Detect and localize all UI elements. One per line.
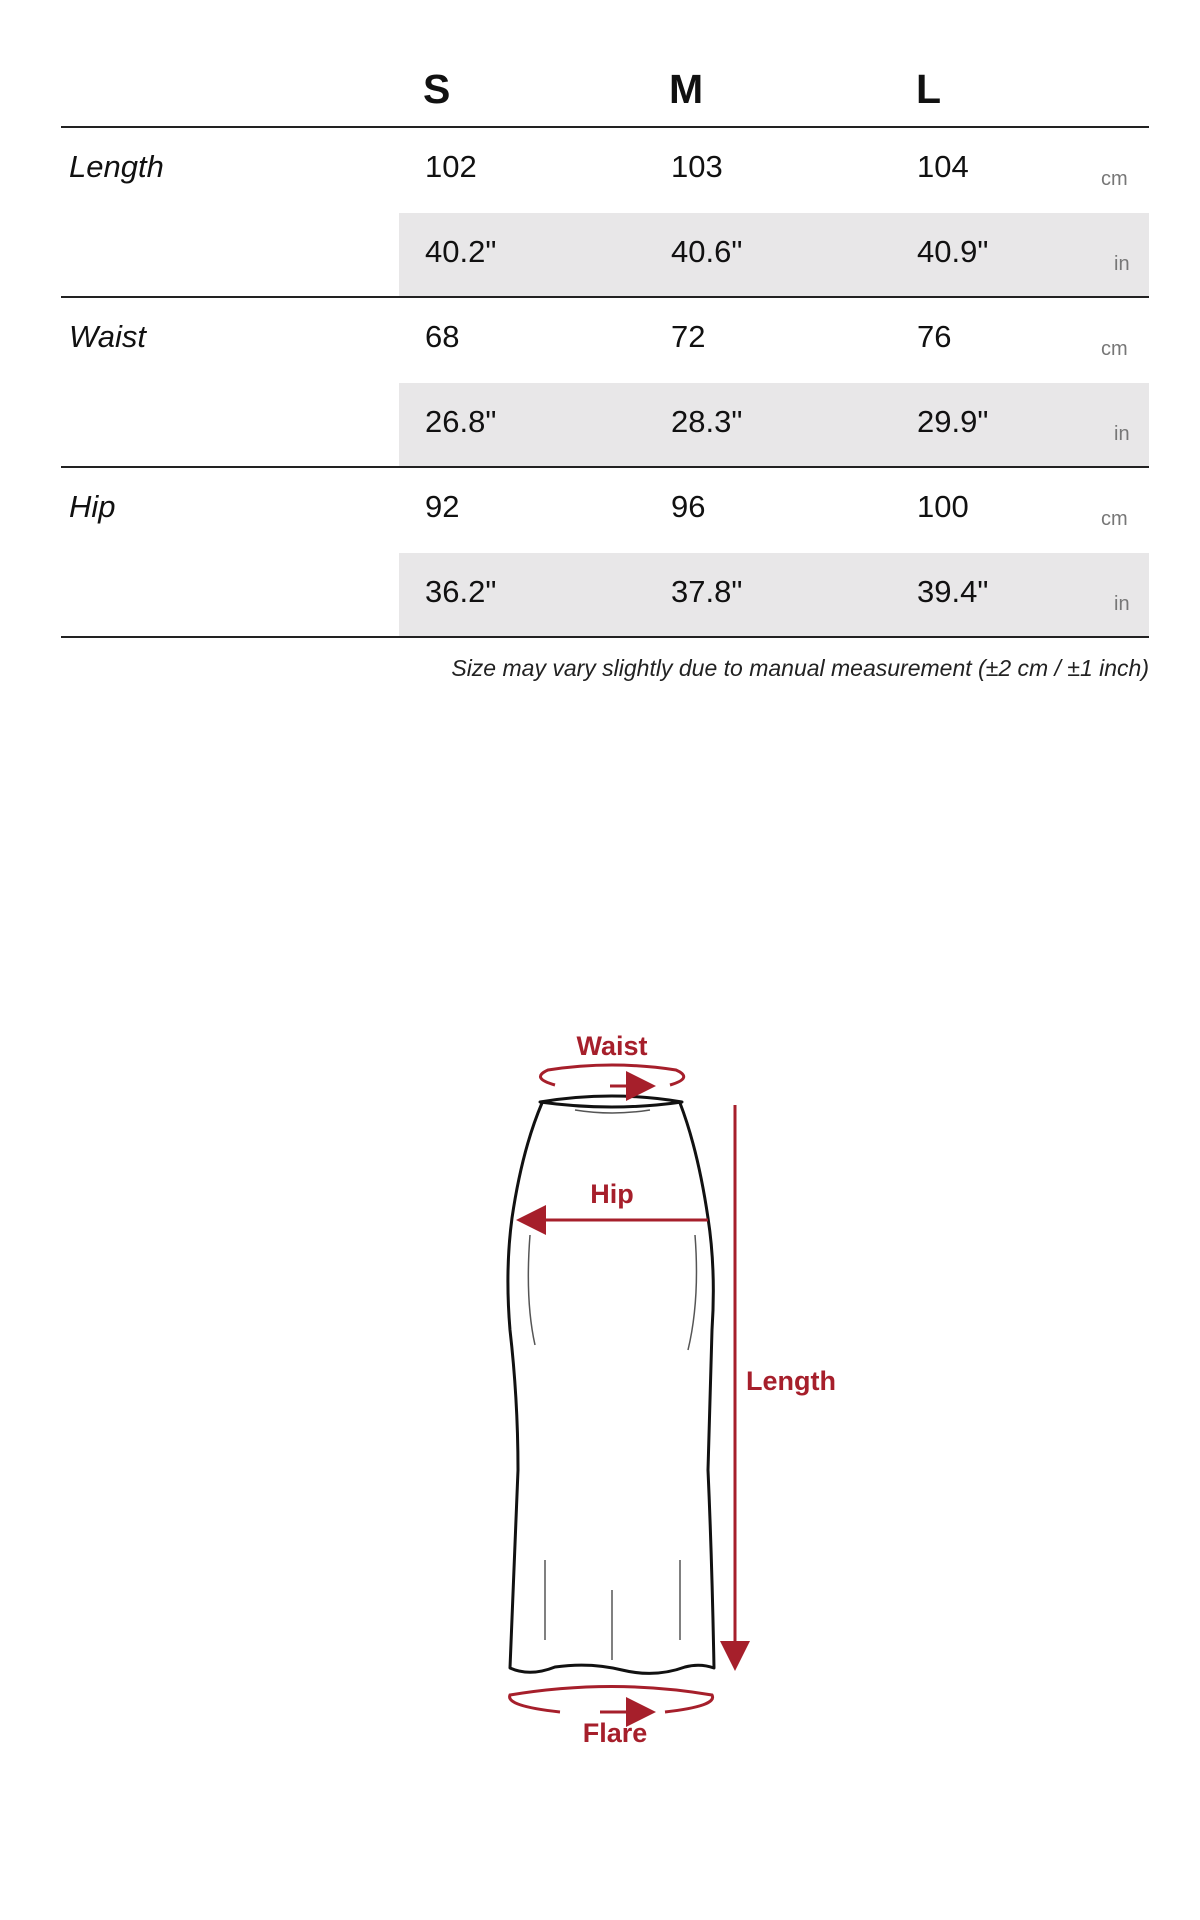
waist-m-cm: 72	[671, 319, 706, 354]
length-m-cm: 103	[671, 149, 723, 184]
hip-m-in: 37.8"	[671, 574, 743, 609]
unit-cm-label: cm	[1101, 168, 1128, 190]
unit-cm-label: cm	[1101, 508, 1128, 530]
waist-l-in: 29.9"	[917, 404, 989, 439]
length-label: Length	[746, 1366, 836, 1396]
unit-in-label: in	[1114, 593, 1130, 615]
hip-m-cm: 96	[671, 489, 706, 524]
size-header-s: S	[423, 66, 451, 112]
length-s-cm: 102	[425, 149, 477, 184]
hip-s-in: 36.2"	[425, 574, 497, 609]
flare-label: Flare	[582, 1718, 648, 1748]
size-header-m: M	[669, 66, 704, 112]
unit-in-label: in	[1114, 423, 1130, 445]
measurement-note: Size may vary slightly due to manual measurement (±2 cm / ±1 inch)	[451, 655, 1149, 681]
length-l-in: 40.9"	[917, 234, 989, 269]
flare-measure-arrow	[510, 1687, 713, 1713]
size-header-l: L	[916, 66, 942, 112]
hip-l-in: 39.4"	[917, 574, 989, 609]
waist-l-cm: 76	[917, 319, 952, 354]
hip-s-cm: 92	[425, 489, 460, 524]
hip-l-cm: 100	[917, 489, 969, 524]
waist-label: Waist	[576, 1031, 648, 1061]
waist-m-in: 28.3"	[671, 404, 743, 439]
length-s-in: 40.2"	[425, 234, 497, 269]
skirt-waistband	[540, 1096, 682, 1107]
row-label-length: Length	[69, 149, 164, 184]
unit-cm-label: cm	[1101, 338, 1128, 360]
waist-s-cm: 68	[425, 319, 460, 354]
row-label-waist: Waist	[69, 319, 146, 354]
waist-s-in: 26.8"	[425, 404, 497, 439]
length-m-in: 40.6"	[671, 234, 743, 269]
unit-in-label: in	[1114, 253, 1130, 275]
hip-label: Hip	[590, 1179, 634, 1209]
row-label-hip: Hip	[69, 489, 116, 524]
length-l-cm: 104	[917, 149, 969, 184]
waist-measure-arrow	[540, 1065, 683, 1086]
